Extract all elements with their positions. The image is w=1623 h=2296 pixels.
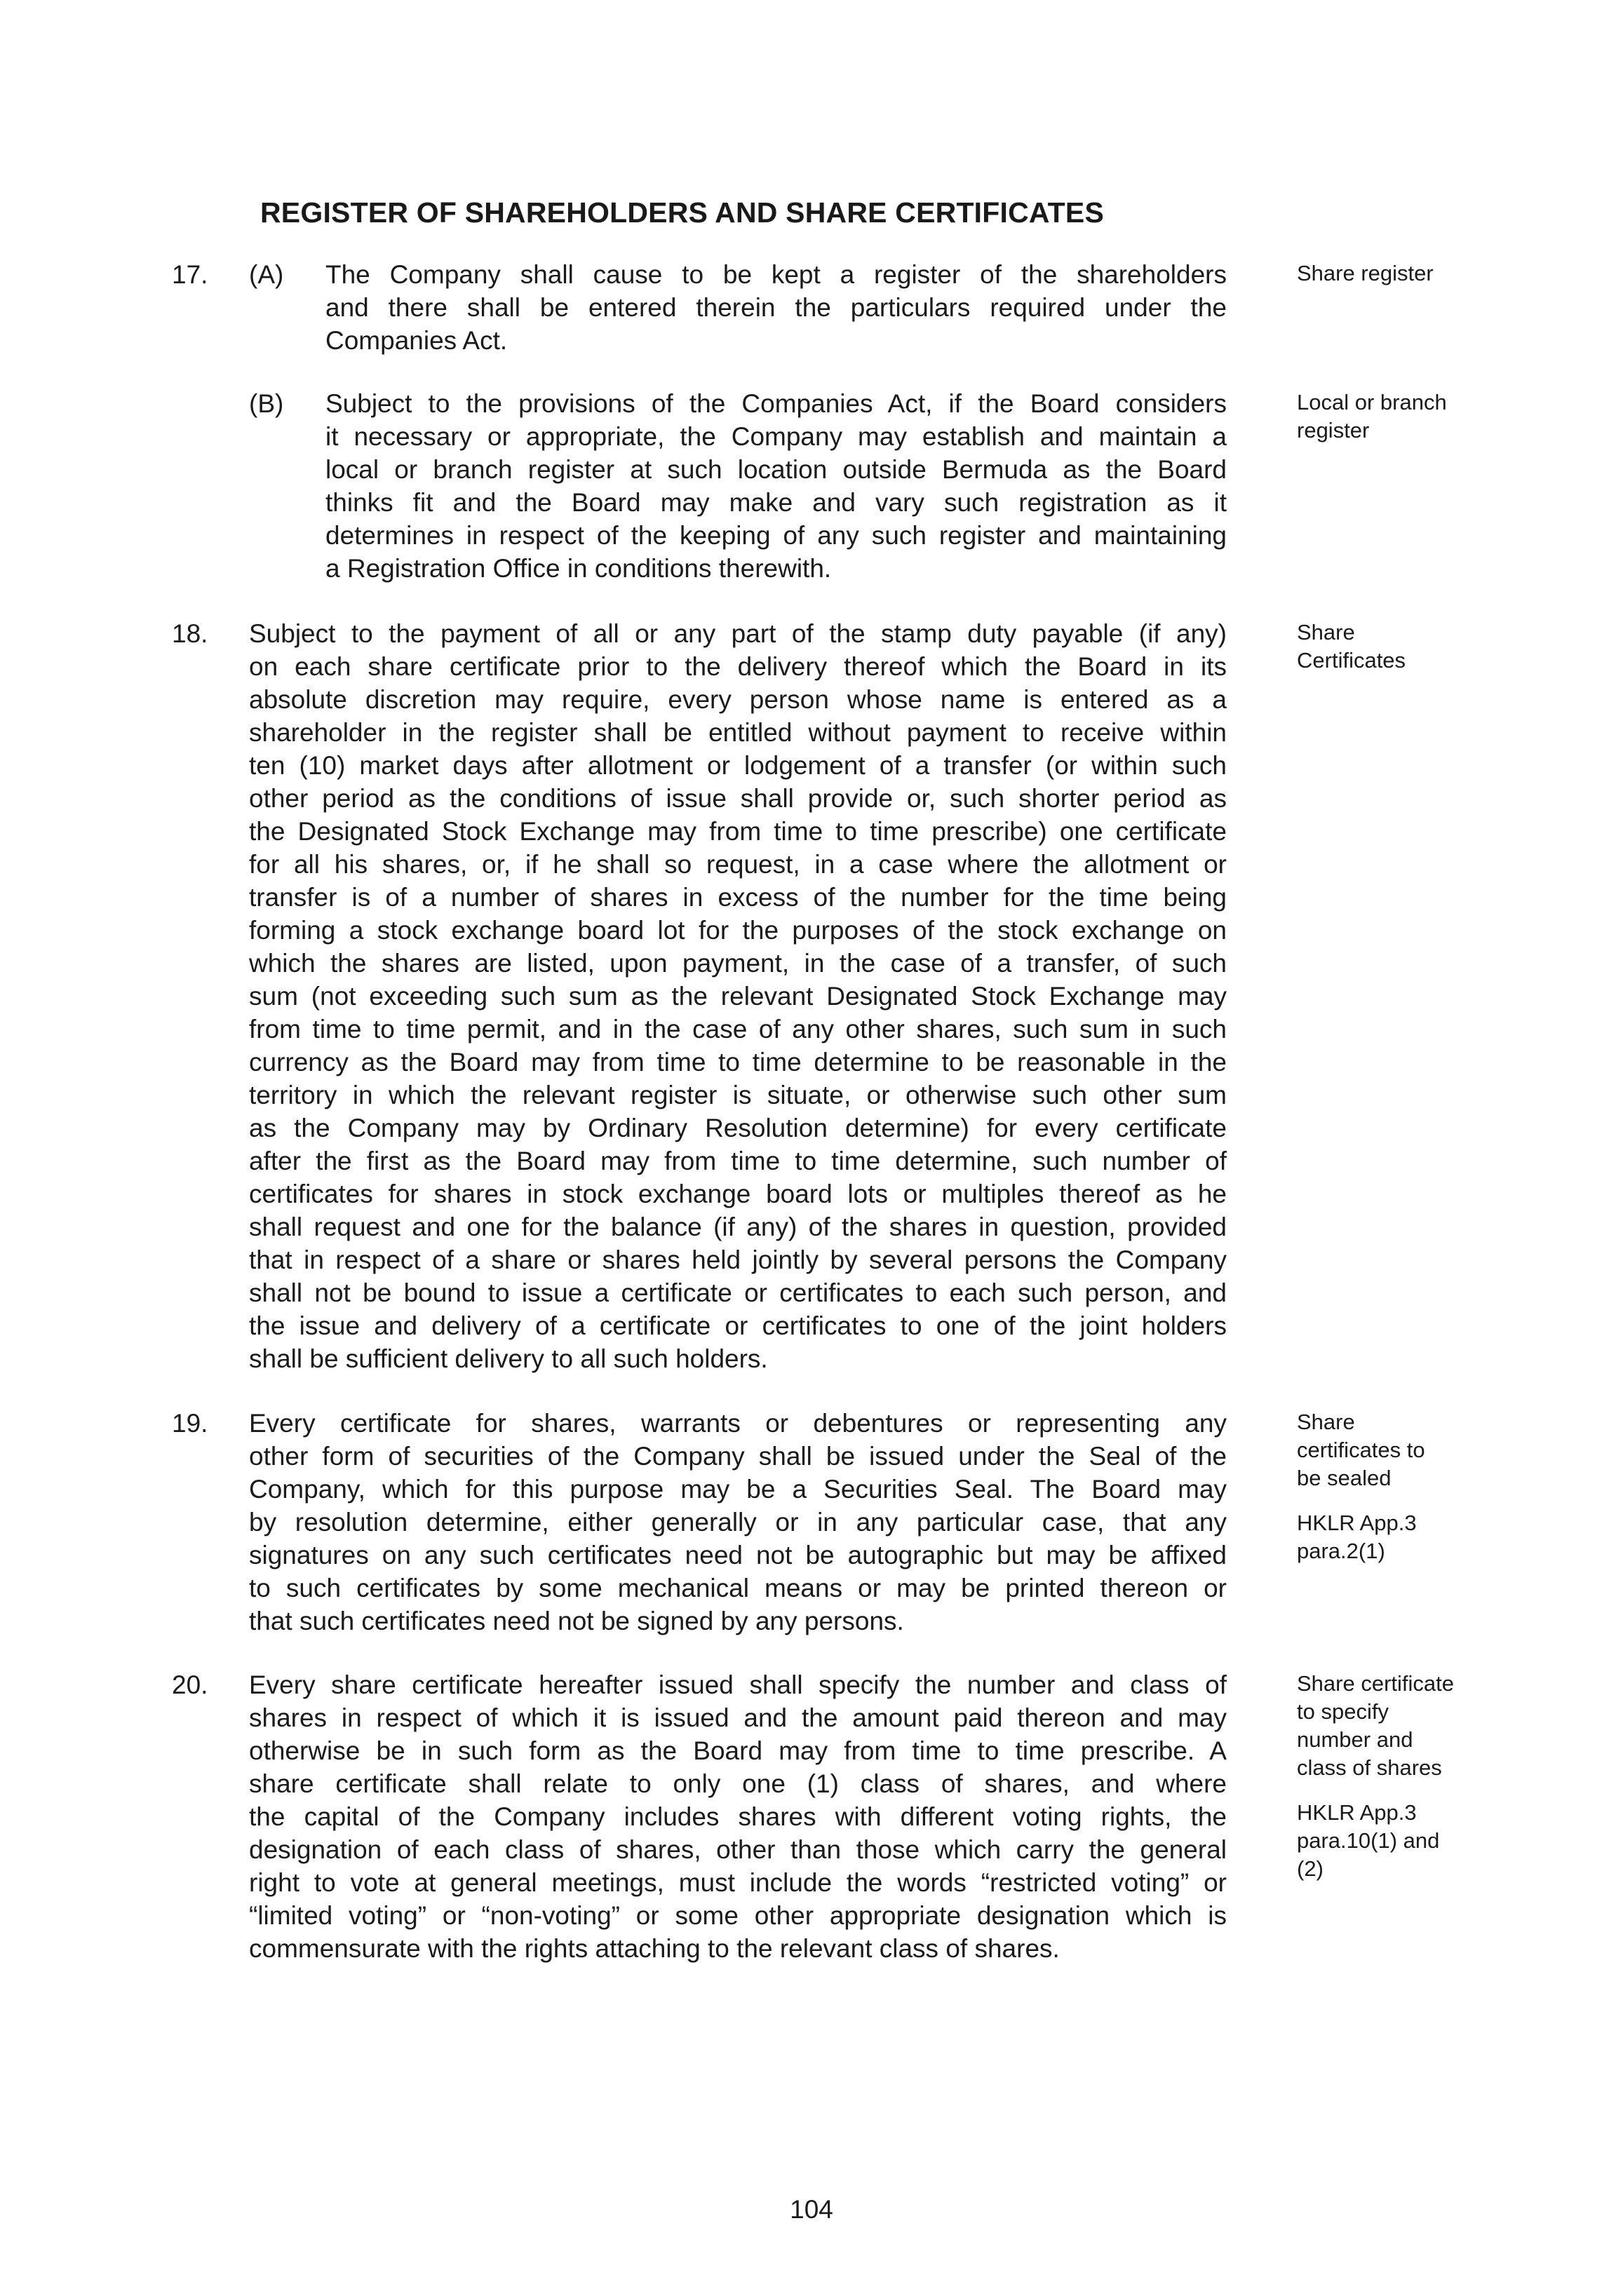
margin-note-line: Local or branch: [1297, 390, 1447, 414]
margin-note: [1297, 1408, 1493, 1565]
text-line: Subject to the payment of all or any part of the stamp duty payable (if any): [249, 619, 1227, 648]
margin-note-line: Share: [1297, 620, 1355, 644]
text-line: Companies Act.: [325, 326, 508, 355]
text-line: and there shall be entered therein the particulars required under the: [325, 293, 1227, 322]
text-line: after the first as the Board may from time to time determine, such number of: [249, 1147, 1227, 1175]
text-line: The Company shall cause to be kept a register of the shareholders: [325, 260, 1227, 289]
margin-note-line: be sealed: [1297, 1466, 1392, 1490]
margin-note-line: to specify: [1297, 1699, 1389, 1724]
margin-note: [1297, 619, 1493, 675]
clause-number: 20.: [172, 1670, 208, 1699]
text-line: the issue and delivery of a certificate or certificates to one of the joint holders: [249, 1311, 1227, 1340]
text-line: currency as the Board may from time to time determine to be reasonable in the: [249, 1048, 1227, 1076]
clause-text: [325, 387, 1227, 585]
clause-text: [249, 1668, 1227, 1965]
text-line: by resolution determine, either generally or in any particular case, that any: [249, 1508, 1227, 1537]
text-line: designation of each class of shares, other than those which carry the general: [249, 1835, 1227, 1864]
text-line: signatures on any such certificates need not be autographic but may be affixed: [249, 1541, 1227, 1569]
page-number: 104: [790, 2195, 833, 2224]
text-line: Company, which for this purpose may be a Securities Seal. The Board may: [249, 1475, 1227, 1504]
text-line: a Registration Office in conditions therewith.: [325, 554, 832, 583]
text-line: it necessary or appropriate, the Company may establish and maintain a: [325, 422, 1227, 451]
text-line: commensurate with the rights attaching to the relevant class of shares.: [249, 1934, 1060, 1963]
text-line: determines in respect of the keeping of any such register and maintaining: [325, 521, 1227, 550]
text-line: right to vote at general meetings, must include the words “restricted voting” or: [249, 1868, 1227, 1897]
text-line: shall request and one for the balance (if any) of the shares in question, provided: [249, 1213, 1227, 1241]
text-line: Every certificate for shares, warrants or debentures or representing any: [249, 1409, 1227, 1438]
margin-note-line: Share register: [1297, 261, 1434, 285]
margin-note-line: certificates to: [1297, 1438, 1425, 1462]
text-line: which the shares are listed, upon payment, in the case of a transfer, of such: [249, 949, 1227, 978]
clause-number: 19.: [172, 1409, 208, 1438]
text-line: thinks fit and the Board may make and vary such registration as it: [325, 488, 1227, 517]
text-line: that in respect of a share or shares held jointly by several persons the Company: [249, 1245, 1227, 1274]
text-line: other period as the conditions of issue shall provide or, such shorter period as: [249, 784, 1227, 813]
margin-note: [1297, 1670, 1493, 1883]
text-line: shall not be bound to issue a certificate or certificates to each such person, and: [249, 1278, 1227, 1307]
text-line: Subject to the provisions of the Companies Act, if the Board considers: [325, 389, 1227, 418]
text-line: the Designated Stock Exchange may from time to time prescribe) one certificate: [249, 817, 1227, 846]
margin-note-line: register: [1297, 418, 1370, 443]
text-line: to such certificates by some mechanical means or may be printed thereon or: [249, 1574, 1227, 1602]
margin-note-line: Share certificate: [1297, 1671, 1454, 1696]
text-line: otherwise be in such form as the Board may from time to time prescribe. A: [249, 1736, 1227, 1765]
text-line: certificates for shares in stock exchange board lots or multiples thereof as he: [249, 1180, 1227, 1208]
margin-note-line: Share: [1297, 1410, 1355, 1434]
margin-note-line: HKLR App.3: [1297, 1511, 1417, 1535]
text-line: on each share certificate prior to the delivery thereof which the Board in its: [249, 652, 1227, 681]
text-line: shares in respect of which it is issued and the amount paid thereon and may: [249, 1703, 1227, 1732]
clause-text: [325, 258, 1227, 357]
text-line: that such certificates need not be signed by any persons.: [249, 1607, 904, 1635]
margin-note-line: number and: [1297, 1727, 1413, 1752]
text-line: local or branch register at such location outside Bermuda as the Board: [325, 455, 1227, 484]
text-line: transfer is of a number of shares in excess of the number for the time being: [249, 883, 1227, 912]
text-line: Every share certificate hereafter issued shall specify the number and class of: [249, 1670, 1227, 1699]
clause-number: 18.: [172, 619, 208, 648]
margin-note-line: class of shares: [1297, 1755, 1442, 1780]
section-heading: REGISTER OF SHAREHOLDERS AND SHARE CERTIFICATES: [260, 196, 1105, 229]
text-line: as the Company may by Ordinary Resolution determine) for every certificate: [249, 1114, 1227, 1142]
text-line: from time to time permit, and in the case of any other shares, such sum in such: [249, 1015, 1227, 1044]
text-line: sum (not exceeding such sum as the relevant Designated Stock Exchange may: [249, 982, 1227, 1011]
margin-note-line: (2): [1297, 1856, 1324, 1881]
text-line: forming a stock exchange board lot for the purposes of the stock exchange on: [249, 916, 1227, 945]
clause-text: [249, 617, 1227, 1375]
text-line: other form of securities of the Company shall be issued under the Seal of the: [249, 1442, 1227, 1471]
clause-text: [249, 1407, 1227, 1637]
clause-number: 17.: [172, 260, 208, 289]
margin-note-gap: [1297, 1782, 1493, 1799]
text-line: for all his shares, or, if he shall so request, in a case where the allotment or: [249, 850, 1227, 879]
margin-note: [1297, 259, 1493, 288]
text-line: share certificate shall relate to only one (1) class of shares, and where: [249, 1769, 1227, 1798]
text-line: the capital of the Company includes shares with different voting rights, the: [249, 1802, 1227, 1831]
margin-note: [1297, 389, 1493, 445]
text-line: shareholder in the register shall be entitled without payment to receive within: [249, 718, 1227, 747]
subclause-label: (B): [249, 389, 284, 418]
margin-note-line: para.2(1): [1297, 1539, 1385, 1563]
text-line: “limited voting” or “non-voting” or some other appropriate designation which is: [249, 1901, 1227, 1930]
subclause-label: (A): [249, 260, 284, 289]
text-line: ten (10) market days after allotment or lodgement of a transfer (or within such: [249, 751, 1227, 780]
margin-note-line: Certificates: [1297, 648, 1406, 673]
margin-note-line: para.10(1) and: [1297, 1828, 1440, 1853]
margin-note-gap: [1297, 1492, 1493, 1509]
text-line: absolute discretion may require, every person whose name is entered as a: [249, 685, 1227, 714]
margin-note-line: HKLR App.3: [1297, 1800, 1417, 1825]
text-line: territory in which the relevant register is situate, or otherwise such other sum: [249, 1081, 1227, 1109]
text-line: shall be sufficient delivery to all such holders.: [249, 1344, 768, 1373]
